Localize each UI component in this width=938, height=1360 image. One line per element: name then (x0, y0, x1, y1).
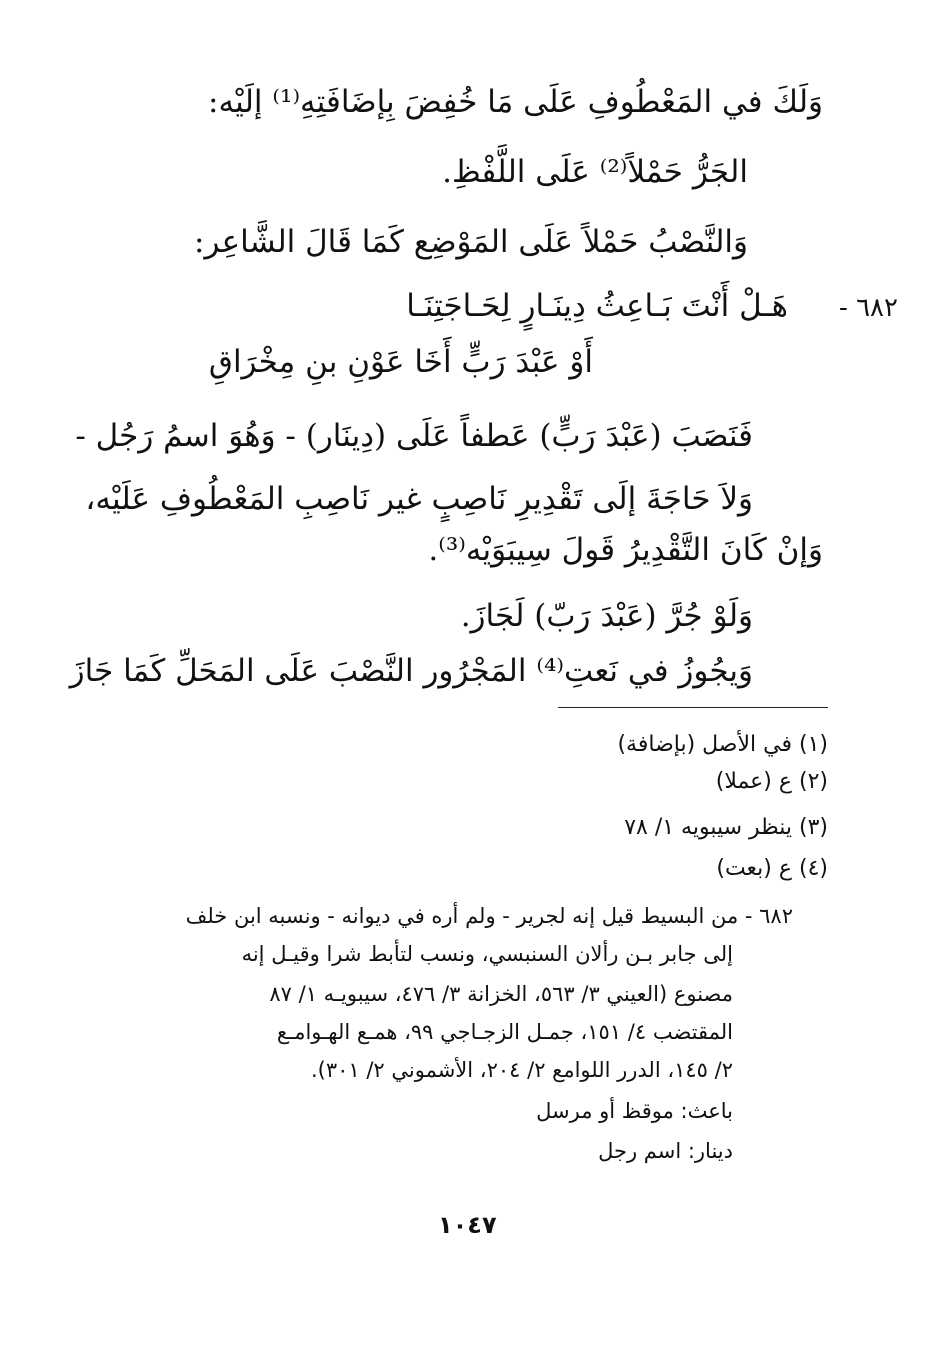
footnote-1: (١) في الأصل (بإضافة) (617, 732, 828, 757)
verse-note-line-1: ٦٨٢ - من البسيط قيل إنه لجرير - ولم أره في ديوانه - ونسبه ابن خلف (185, 904, 793, 928)
verse-first-hemistich: هَـلْ أَنْتَ بَـاعِثُ دِينَـارٍ لِحَـاجَتِنَـا (406, 288, 788, 324)
verse-number: ٦٨٢ - (839, 293, 898, 323)
footnote-2: (٢) ع (عملا) (715, 769, 828, 794)
body-line-1: وَلَكَ في المَعْطُوفِ عَلَى مَا خُفِضَ بِإضَافَتِهِ⁽¹⁾ إلَيْه: (208, 84, 823, 120)
commentary-line-5: وَيجُوزُ في نَعتِ⁽⁴⁾ المَجْرُور النَّصْبَ عَلَى المَحَلِّ كَمَا جَازَ (69, 653, 753, 689)
commentary-line-2: وَلاَ حَاجَةَ إلَى تَقْدِيرِ نَاصِبٍ غير نَاصِبِ المَعْطُوفِ عَلَيْه، (85, 481, 753, 517)
footnote-4: (٤) ع (بعت) (716, 856, 828, 881)
verse-note-line-5: ٢/ ١٤٥، الدرر اللوامع ٢/ ٢٠٤، الأشموني ٢/ ٣٠١). (310, 1058, 733, 1082)
body-line-3: وَالنَّصْبُ حَمْلاً عَلَى المَوْضِع كَمَا قَالَ الشَّاعِر: (194, 224, 748, 260)
verse-note-line-6: باعث: موقظ أو مرسل (536, 1099, 733, 1123)
commentary-line-3: وَإنْ كَانَ التَّقْدِيرُ قَولَ سِيبَوَيْه⁽³⁾. (428, 532, 823, 568)
verse-note-line-2: إلى جابر بـن رألان السنبسي، ونسب لتأبط شرا وقيـل إنه (241, 942, 733, 966)
body-line-2: الجَرُّ حَمْلاً⁽²⁾ عَلَى اللَّفْظِ. (442, 154, 748, 190)
page-number: ١٠٤٧ (438, 1211, 497, 1239)
commentary-line-1: فَنَصَبَ (عَبْدَ رَبٍّ) عَطفاً عَلَى (دِينَار) - وَهُوَ اسمُ رَجُل - (75, 418, 753, 454)
verse-note-line-3: مصنوع (العيني ٣/ ٥٦٣، الخزانة ٣/ ٤٧٦، سيبويـه ١/ ٨٧ (269, 982, 733, 1006)
verse-second-hemistich: أَوْ عَبْدَ رَبٍّ أَخَا عَوْنِ بنِ مِخْرَاقِ (208, 344, 593, 380)
verse-note-line-7: دينار: اسم رجل (598, 1139, 733, 1163)
footnote-separator (558, 707, 828, 708)
footnote-3: (٣) ينظر سيبويه ١/ ٧٨ (624, 815, 828, 840)
commentary-line-4: وَلَوْ جُرَّ (عَبْدَ رَبّ) لَجَازَ. (460, 598, 753, 634)
verse-note-line-4: المقتضب ٤/ ١٥١، جمـل الزجـاجي ٩٩، همـع الهـوامـع (276, 1020, 733, 1044)
